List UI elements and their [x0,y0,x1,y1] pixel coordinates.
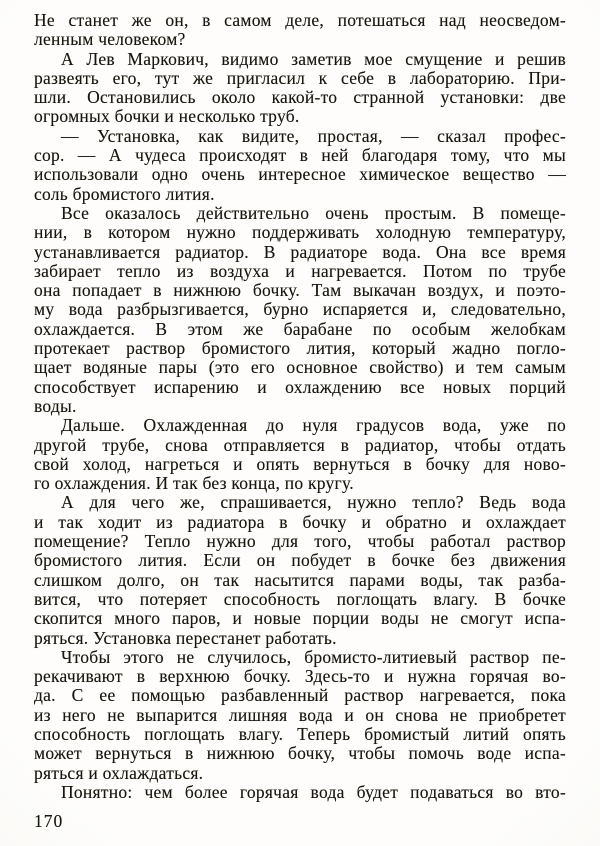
text-line: охлаждается. В этом же барабане по особым желобкам [34,318,566,339]
text-line: вится, что потеряет способность поглощать влагу. В бочке [34,588,566,609]
text-line: соль бромистого лития. [34,183,215,204]
text-line: Чтобы этого не случилось, бромисто-литиевый раствор пе- [61,646,566,667]
text-line: использовали одно очень интересное химическое вещество — [34,164,566,185]
text-line: А для чего же, спрашивается, нужно тепло? Ведь вода [61,492,566,513]
text-line: рекачивают в верхнюю бочку. Здесь-то и нужна горячая во- [34,666,566,687]
text-line: А Лев Маркович, видимо заметив мое смущение и решив [61,48,566,69]
text-line: устанавливается радиатор. В радиаторе вода. Она все время [34,241,566,262]
text-line: му вода разбрызгивается, бурно испаряется и, следовательно, [34,299,566,320]
text-line: способность поглощать влагу. Теперь бромистый литий опять [34,723,566,744]
text-line: го охлаждения. И так без конца, по кругу. [34,473,354,494]
page-number: 170 [34,811,64,831]
text-line: свой холод, нагреться и опять вернуться в бочку для ново- [34,453,566,474]
text-line: нии, в котором нужно поддерживать холодную температуру, [34,222,566,243]
text-line: протекает раствор бромистого лития, который жадно погло- [34,338,566,359]
text-line: Понятно: чем более горячая вода будет подаваться во вто- [61,781,566,802]
text-line: ряться и охлаждаться. [34,762,204,783]
text-line: забирает тепло из воздуха и нагревается. Потом по трубе [34,260,566,281]
text-line: бромистого лития. Если он побудет в бочке без движения [34,550,566,571]
text-line: щает водяные пары (это его основное свойство) и тем самым [34,357,566,378]
text-line: скопится много паров, и новые порции воды не смогут испа- [34,608,566,629]
text-line: она попадает в нижнюю бочку. Там выкачан воздух, и поэто- [34,280,566,301]
text-line: способствует испарению и охлаждению все новых порций [34,376,566,397]
text-line: шли. Остановились около какой-то странной установки: две [34,87,566,108]
body-text [34,11,566,802]
text-line: — Установка, как видите, простая, — сказал профес- [61,125,566,146]
text-line: воды. [34,395,77,416]
text-line: Дальше. Охлажденная до нуля градусов вода, уже по [61,415,566,436]
text-line: огромных бочки и несколько труб. [34,106,300,127]
text-line: сор. — А чудеса происходят в ней благодаря тому, что мы [34,145,566,166]
text-line: слишком долго, он так насытится парами воды, так разба- [34,569,566,590]
text-line: может вернуться в нижнюю бочку, чтобы помочь воде испа- [34,743,566,764]
text-line: помещение? Тепло нужно для того, чтобы работал раствор [34,531,566,552]
text-line: ленным человеком? [34,29,186,50]
text-line: ряться. Установка перестанет работать. [34,627,337,648]
text-line: из него не выпарится лишняя вода и он снова не приобретет [34,704,566,725]
text-line: другой трубе, снова отправляется в радиатор, чтобы отдать [34,434,566,455]
text-line: да. С ее помощью разбавленный раствор нагревается, пока [34,685,566,706]
text-line: и так ходит из радиатора в бочку и обратно и охлаждает [34,511,566,532]
text-line: Не станет же он, в самом деле, потешаться над неосведом- [34,10,566,30]
text-line: Все оказалось действительно очень простым. В помеще- [61,202,566,223]
text-line: развеять его, тут же пригласил к себе в лабораторию. При- [34,67,566,88]
